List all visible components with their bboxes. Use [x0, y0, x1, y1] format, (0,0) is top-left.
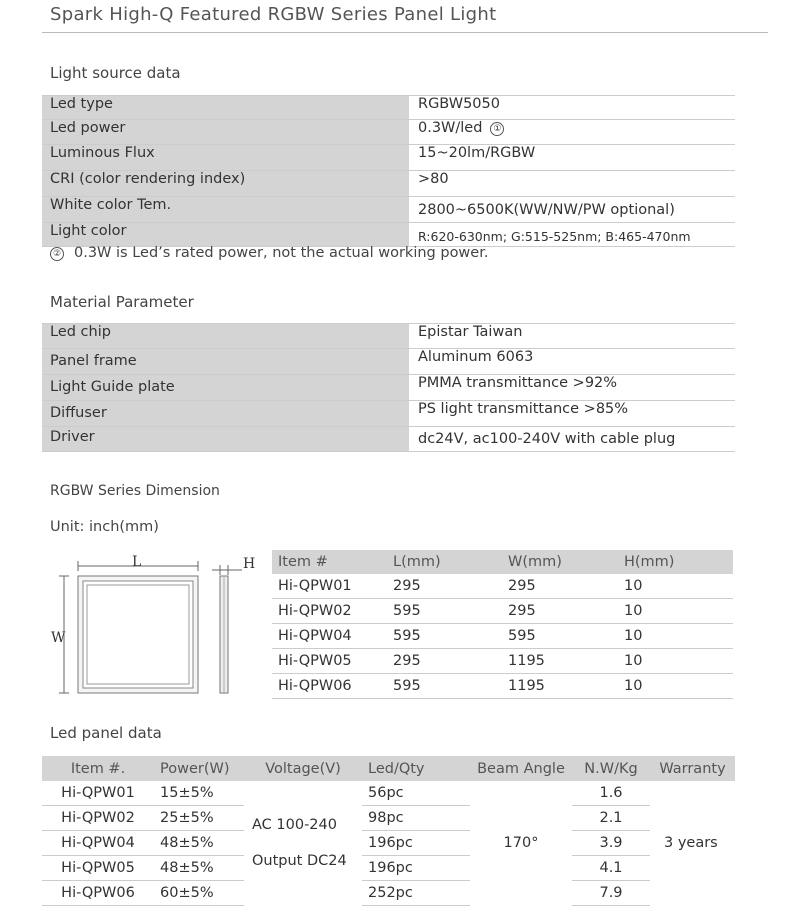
spec-row [42, 171, 735, 197]
column-header: Beam Angle [470, 756, 572, 781]
table-row [42, 856, 735, 881]
light-source-table [42, 95, 735, 247]
spec-row [42, 145, 735, 171]
spec-value-cell [410, 120, 735, 144]
column-header: Item #. [42, 756, 154, 781]
spec-row [42, 95, 735, 120]
dimension-table [272, 550, 733, 699]
spec-value: dc24V, ac100-240V with cable plug [418, 431, 676, 447]
column-header: Led/Qty [362, 756, 470, 781]
column-header: L(mm) [387, 550, 502, 574]
item-cell: Hi-QPW06 [42, 881, 154, 906]
table-header-row [42, 756, 735, 781]
spec-row [42, 375, 735, 401]
voltage-line: AC 100-240 [252, 817, 337, 834]
spec-key: Panel frame [42, 349, 410, 374]
weight-cell: 3.9 [572, 831, 650, 856]
spec-key: Driver [42, 427, 410, 451]
spec-key: White color Tem. [42, 197, 410, 222]
column-header: N.W/Kg [572, 756, 650, 781]
spec-key: Led chip [42, 324, 410, 348]
spec-row [42, 427, 735, 452]
spec-value: PS light transmittance >85% [418, 401, 629, 417]
item-cell: Hi-QPW02 [42, 806, 154, 831]
power-cell: 25±5% [154, 806, 244, 831]
qty-cell: 56pc [362, 781, 470, 806]
item-cell: Hi-QPW04 [42, 831, 154, 856]
table-cell: 595 [387, 599, 502, 624]
spec-key: Diffuser [42, 401, 410, 426]
spec-row [42, 349, 735, 375]
footnote-mark: ② [50, 247, 64, 261]
spec-key: CRI (color rendering index) [42, 171, 410, 196]
column-header: H(mm) [618, 550, 733, 574]
item-cell: Hi-QPW01 [42, 781, 154, 806]
spec-key: Light color [42, 223, 410, 246]
table-row [272, 649, 733, 674]
spec-row [42, 401, 735, 427]
spec-key: Luminous Flux [42, 145, 410, 170]
panel-drawing [48, 552, 268, 700]
table-cell: 595 [502, 624, 618, 649]
table-cell: 10 [618, 674, 733, 699]
table-cell: 1195 [502, 674, 618, 699]
spec-value: >80 [418, 171, 449, 187]
spec-value: R:620-630nm; G:515-525nm; B:465-470nm [418, 229, 691, 244]
led-panel-table [42, 756, 735, 906]
spec-row [42, 120, 735, 145]
table-cell: 295 [502, 599, 618, 624]
table-row [42, 806, 735, 831]
table-cell: 295 [387, 649, 502, 674]
table-cell: 10 [618, 574, 733, 599]
table-cell: 295 [502, 574, 618, 599]
weight-cell: 2.1 [572, 806, 650, 831]
voltage-line: Output DC24 [252, 853, 347, 870]
table-cell: 1195 [502, 649, 618, 674]
table-cell: Hi-QPW06 [272, 674, 387, 699]
spec-row [42, 223, 735, 247]
column-header: Warranty [650, 756, 735, 781]
spec-key: Led type [42, 96, 410, 119]
weight-cell: 4.1 [572, 856, 650, 881]
table-cell: 10 [618, 599, 733, 624]
column-header: Power(W) [154, 756, 244, 781]
dimension-heading: RGBW Series Dimension [50, 483, 220, 499]
footnote-text: 0.3W is Led’s rated power, not the actual working power. [74, 245, 489, 261]
qty-cell: 196pc [362, 856, 470, 881]
table-row [42, 831, 735, 856]
table-cell: 295 [387, 574, 502, 599]
footnote-mark: ① [490, 122, 504, 136]
page-title: Spark High-Q Featured RGBW Series Panel Light [50, 4, 497, 25]
spec-value: 0.3W/led [418, 120, 483, 136]
spec-key: Light Guide plate [42, 375, 410, 400]
power-cell: 48±5% [154, 856, 244, 881]
column-header: Item # [272, 550, 387, 574]
spec-value: Epistar Taiwan [418, 324, 523, 340]
length-label: L [132, 554, 142, 570]
spec-value: 15~20lm/RGBW [418, 145, 536, 161]
warranty-cell: 3 years [664, 835, 718, 852]
panel-dimension-diagram [48, 552, 268, 700]
table-cell: Hi-QPW02 [272, 599, 387, 624]
unit-label: Unit: inch(mm) [50, 519, 159, 535]
table-cell: Hi-QPW04 [272, 624, 387, 649]
beam-angle-cell: 170° [503, 835, 539, 852]
power-cell: 60±5% [154, 881, 244, 906]
title-divider [42, 32, 768, 33]
column-header: Voltage(V) [244, 756, 362, 781]
table-row [272, 574, 733, 599]
table-header-row [272, 550, 733, 574]
table-cell: 595 [387, 624, 502, 649]
table-cell: 10 [618, 649, 733, 674]
spec-value: PMMA transmittance >92% [418, 375, 618, 391]
table-cell: 595 [387, 674, 502, 699]
table-row [272, 674, 733, 699]
weight-cell: 7.9 [572, 881, 650, 906]
height-label: H [243, 556, 256, 572]
power-cell: 48±5% [154, 831, 244, 856]
table-row [42, 881, 735, 906]
table-row [272, 624, 733, 649]
width-label: W [51, 630, 66, 646]
material-table [42, 323, 735, 452]
weight-cell: 1.6 [572, 781, 650, 806]
table-row [272, 599, 733, 624]
item-cell: Hi-QPW05 [42, 856, 154, 881]
spec-value: Aluminum 6063 [418, 349, 534, 365]
led-panel-heading: Led panel data [50, 724, 162, 742]
table-cell: Hi-QPW05 [272, 649, 387, 674]
table-cell: Hi-QPW01 [272, 574, 387, 599]
spec-value: RGBW5050 [418, 96, 500, 112]
voltage-cell [244, 781, 362, 906]
spec-key: Led power [42, 120, 410, 144]
table-cell: 10 [618, 624, 733, 649]
column-header: W(mm) [502, 550, 618, 574]
material-heading: Material Parameter [50, 293, 194, 311]
spec-row [42, 197, 735, 223]
spec-value: 2800~6500K(WW/NW/PW optional) [418, 202, 675, 218]
spec-row [42, 323, 735, 349]
qty-cell: 98pc [362, 806, 470, 831]
qty-cell: 252pc [362, 881, 470, 906]
power-cell: 15±5% [154, 781, 244, 806]
footnote [50, 245, 488, 261]
qty-cell: 196pc [362, 831, 470, 856]
light-source-heading: Light source data [50, 64, 181, 82]
table-row [42, 781, 735, 806]
